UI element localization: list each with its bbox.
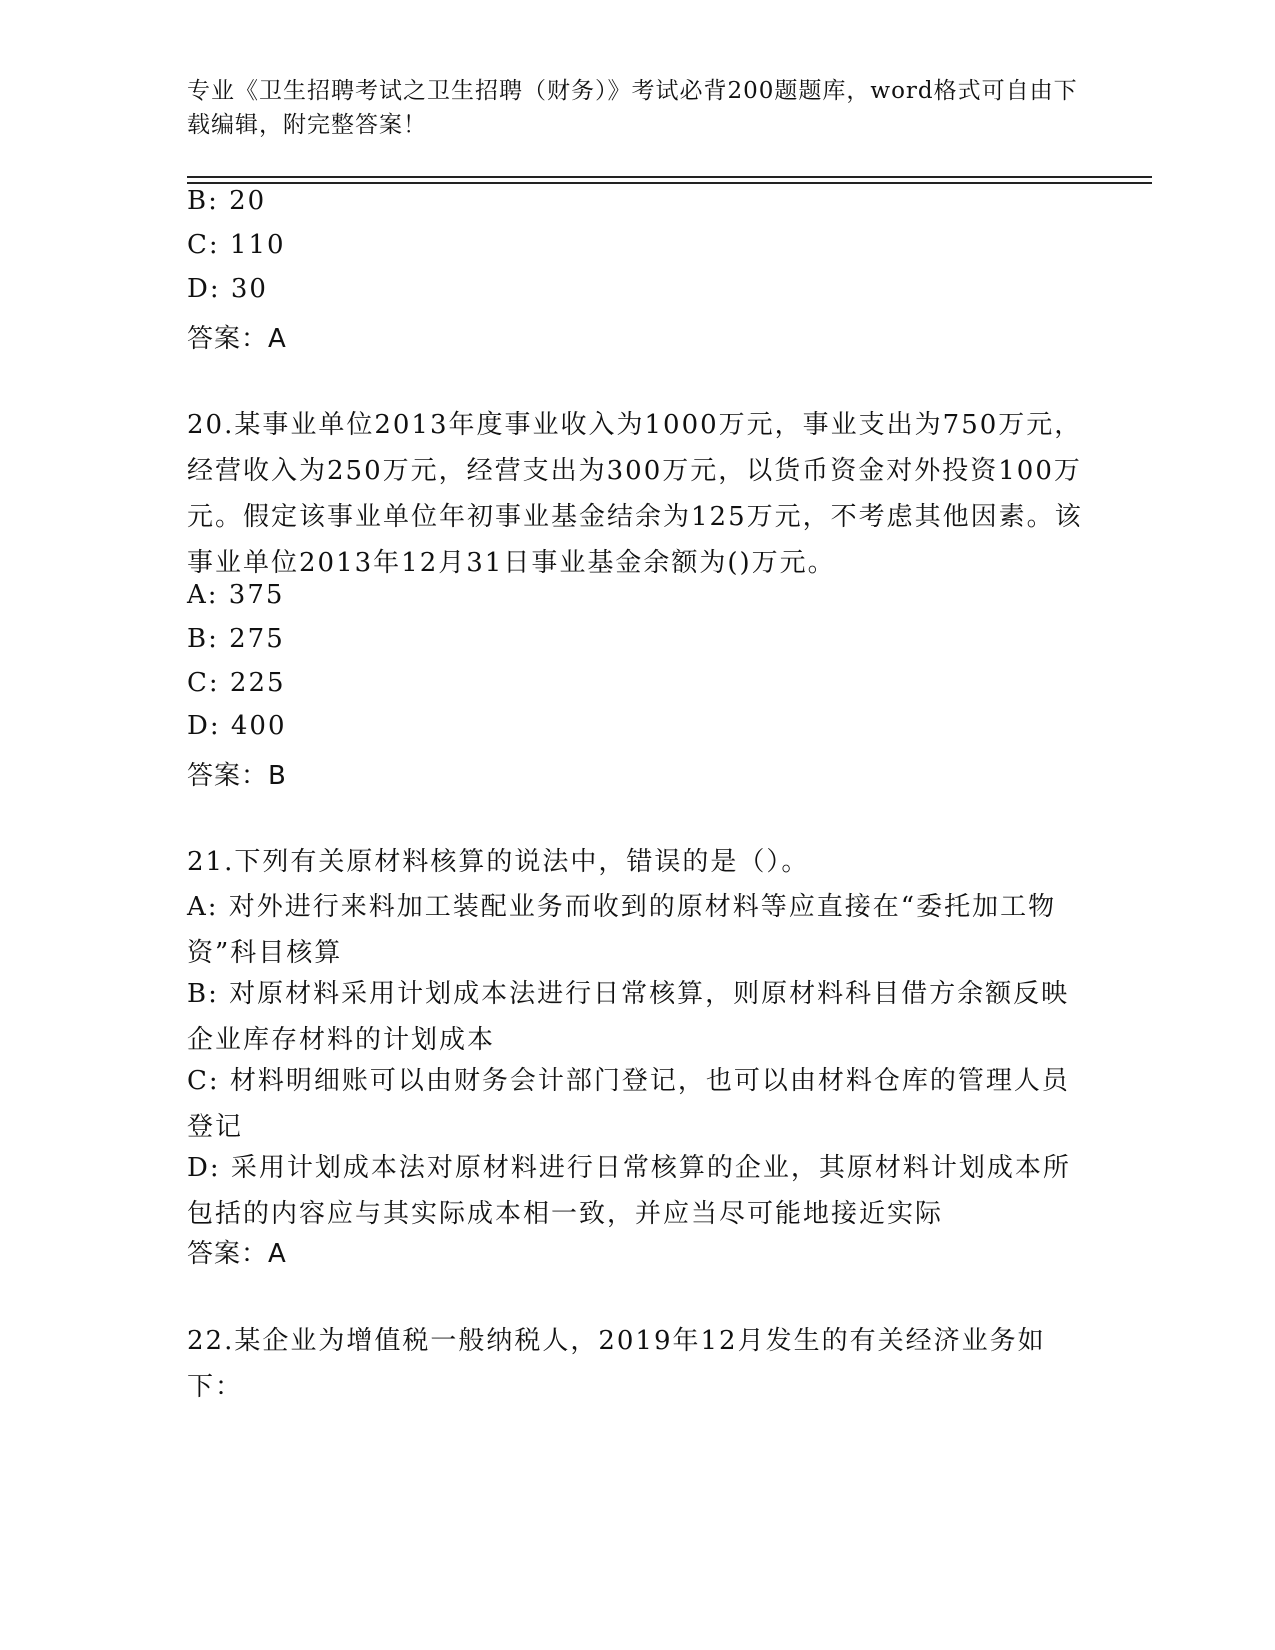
prev-answer: 答案：A bbox=[187, 324, 287, 354]
question-22-stem: 22.某企业为增值税一般纳税人，2019年12月发生的有关经济业务如下： bbox=[187, 1326, 1046, 1402]
prev-option-d: D: 30 bbox=[187, 274, 268, 304]
document-header: 专业《卫生招聘考试之卫生招聘（财务）》考试必背200题题库，word格式可自由下载编辑，附完整答案！ bbox=[187, 78, 1078, 138]
prev-option-b: B: 20 bbox=[187, 186, 267, 216]
prev-option-c: C: 110 bbox=[187, 230, 286, 260]
question-20-answer: 答案：B bbox=[187, 761, 287, 791]
header-divider-top bbox=[187, 176, 1152, 178]
question-20-option-a: A: 375 bbox=[187, 580, 285, 610]
question-20-stem: 20.某事业单位2013年度事业收入为1000万元，事业支出为750万元，经营收入为250万元，经营支出为300万元，以货币资金对外投资100万元。假定该事业单位年初事业基金结余为125万元，不考虑其他因素。该事业单位2013年12月31日事业基金余额为()万元。 bbox=[187, 410, 1083, 578]
question-20-option-d: D: 400 bbox=[187, 711, 287, 741]
question-20-option-c: C: 225 bbox=[187, 668, 286, 698]
question-21-answer: 答案：A bbox=[187, 1239, 287, 1269]
question-21-option-c: C: 材料明细账可以由财务会计部门登记，也可以由材料仓库的管理人员登记 bbox=[187, 1066, 1070, 1142]
header-divider-bottom bbox=[187, 182, 1152, 184]
question-20-option-b: B: 275 bbox=[187, 624, 285, 654]
question-21-option-d: D: 采用计划成本法对原材料进行日常核算的企业，其原材料计划成本所包括的内容应与其实际成本相一致，并应当尽可能地接近实际 bbox=[187, 1153, 1071, 1229]
question-21-option-b: B: 对原材料采用计划成本法进行日常核算，则原材料科目借方余额反映企业库存材料的计划成本 bbox=[187, 979, 1070, 1055]
question-21-stem: 21.下列有关原材料核算的说法中，错误的是（）。 bbox=[187, 847, 810, 877]
question-21-option-a: A: 对外进行来料加工装配业务而收到的原材料等应直接在“委托加工物资”科目核算 bbox=[187, 892, 1057, 968]
